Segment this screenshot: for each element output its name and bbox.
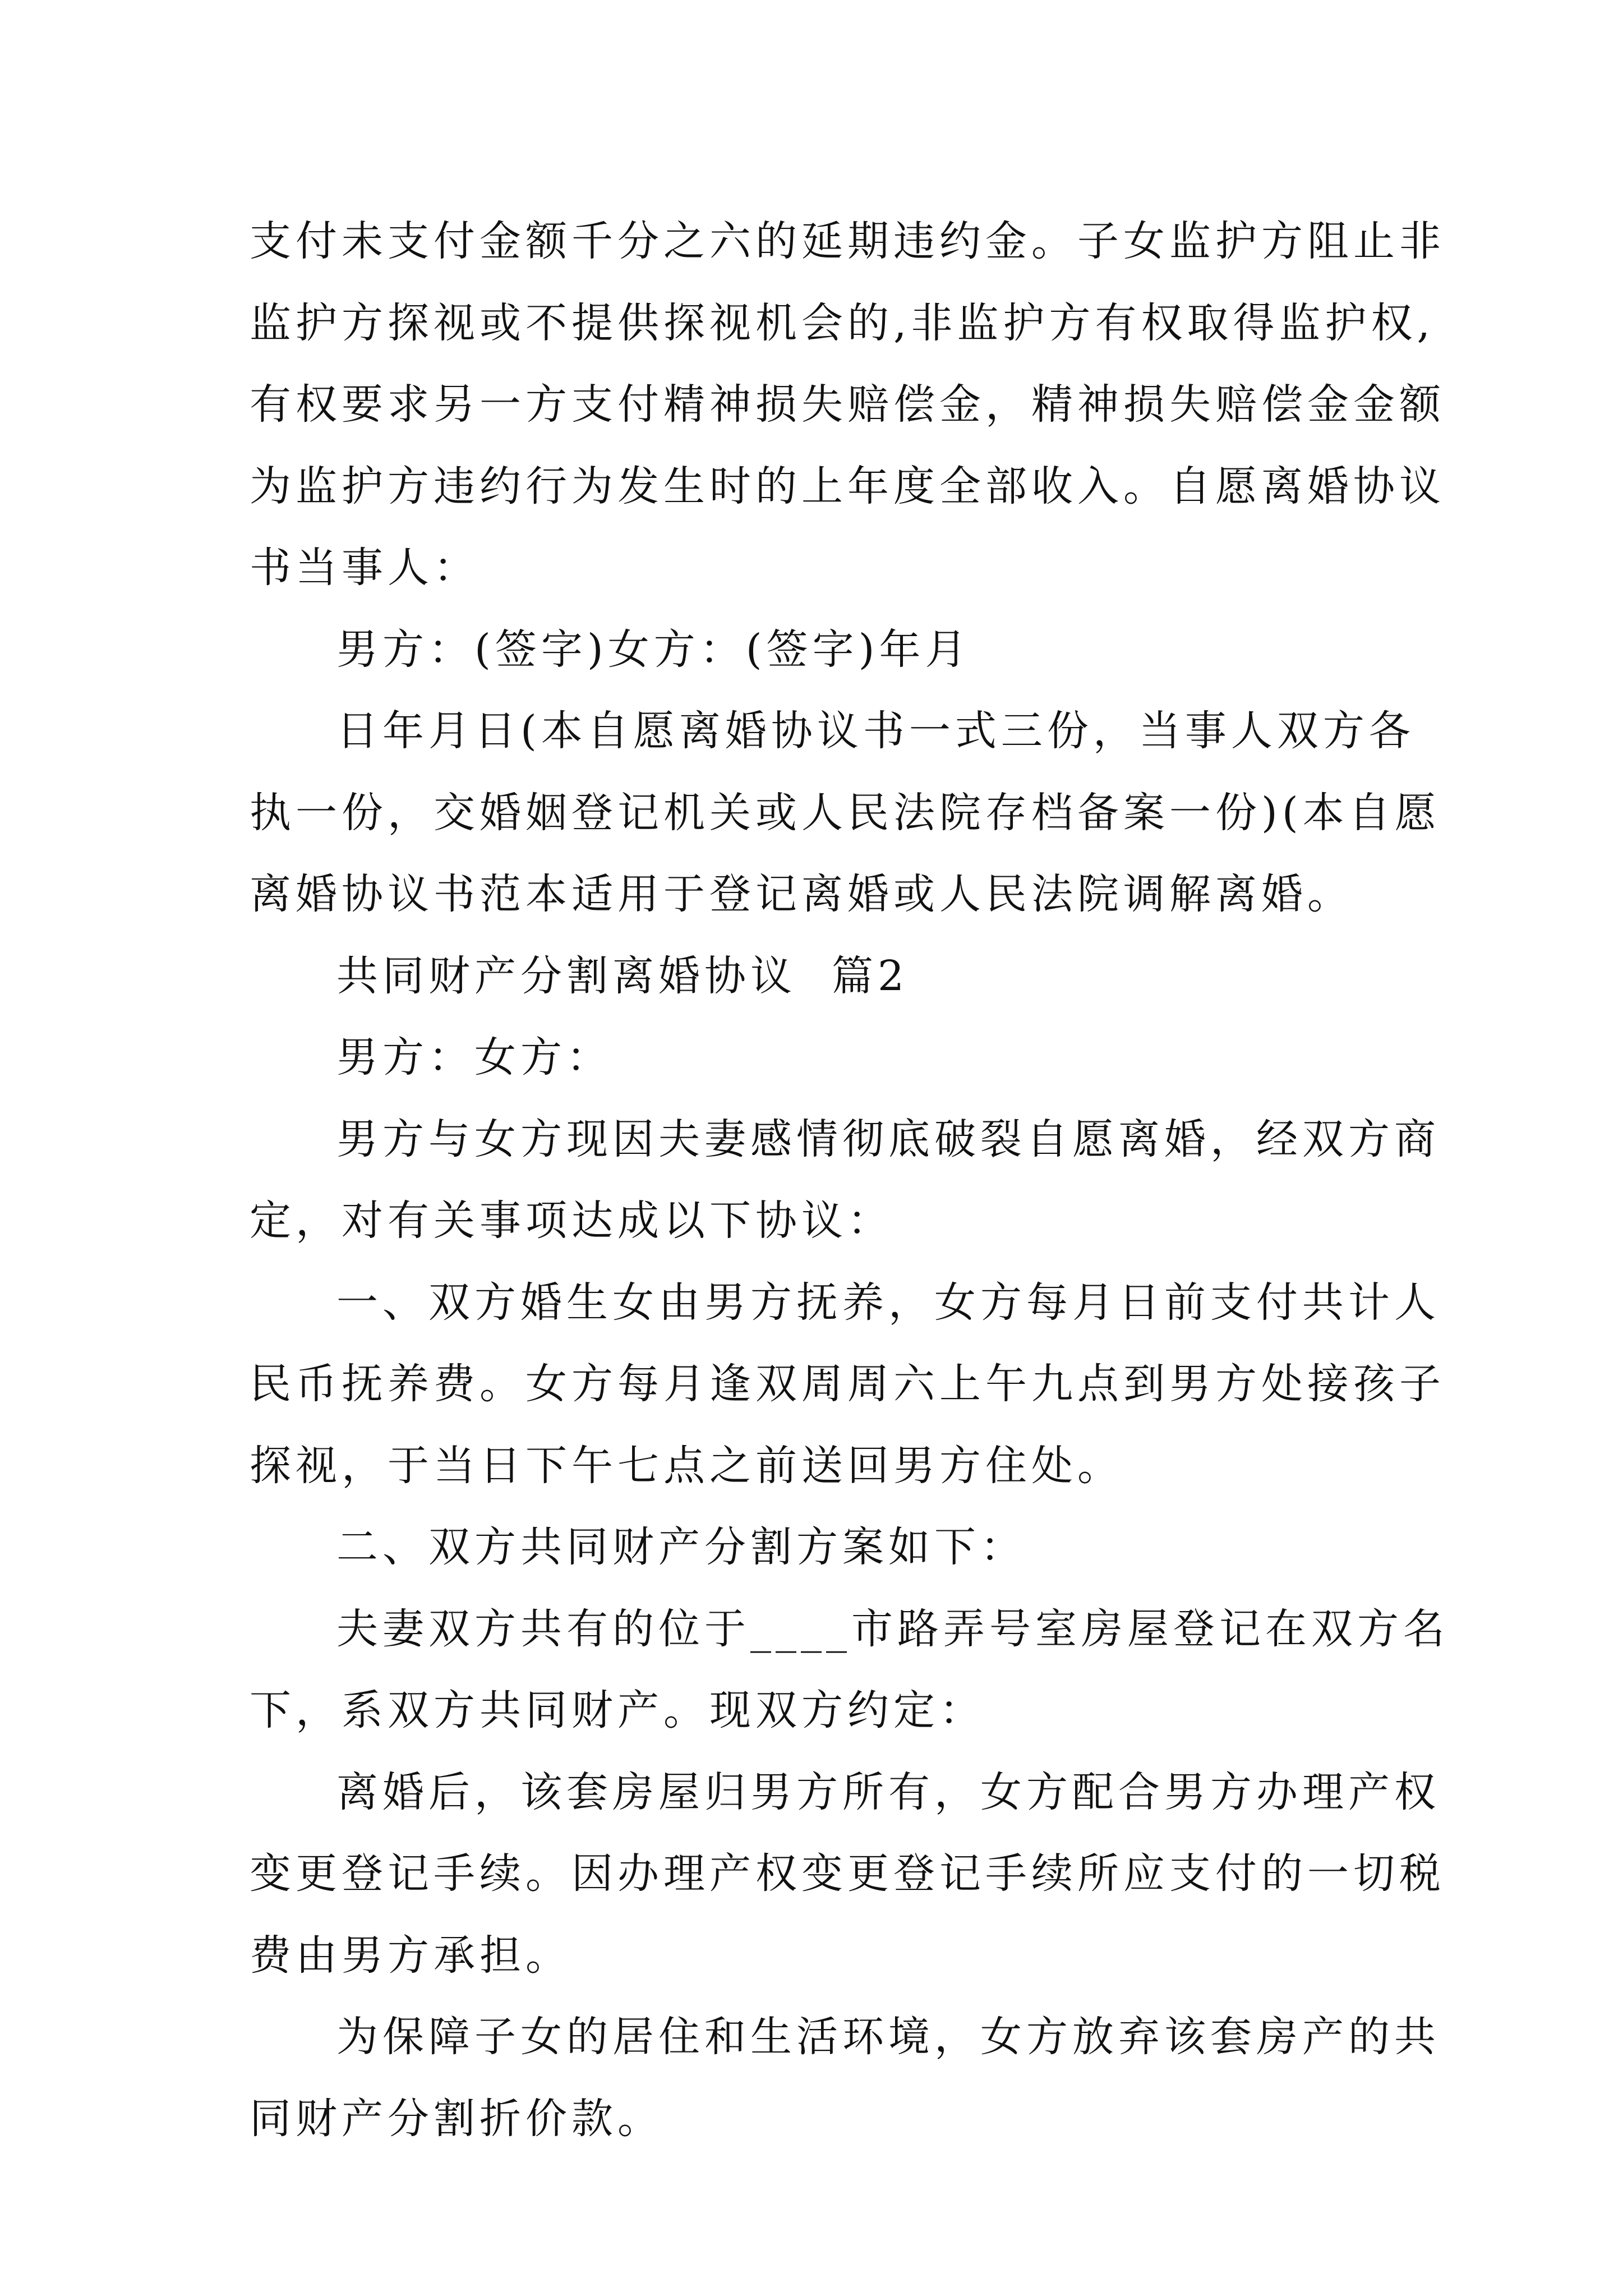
text-line: 监护方探视或不提供探视机会的,非监护方有权取得监护权, — [250, 298, 1435, 347]
text-line: 民币抚养费。女方每月逢双周周六上午九点到男方处接孩子 — [250, 1360, 1445, 1408]
text-line: 为监护方违约行为发生时的上年度全部收入。自愿离婚协议 — [250, 462, 1445, 510]
parties-line: 男方：女方： — [336, 1033, 612, 1082]
text-line: 男方与女方现因夫妻感情彻底破裂自愿离婚，经双方商 — [336, 1115, 1440, 1163]
text-line: 执一份，交婚姻登记机关或人民法院存档备案一份)(本自愿 — [250, 788, 1441, 837]
text-line: 支付未支付金额千分之六的延期违约金。子女监护方阻止非 — [250, 217, 1445, 265]
text-line: 同财产分割折价款。 — [250, 2094, 663, 2143]
text-line: 离婚协议书范本适用于登记离婚或人民法院调解离婚。 — [250, 870, 1353, 918]
text-line: 定，对有关事项达成以下协议： — [250, 1197, 893, 1245]
text-line: 书当事人： — [250, 544, 479, 592]
text-line: 日年月日(本自愿离婚协议书一式三份，当事人双方各 — [336, 707, 1415, 755]
text-line: 费由男方承担。 — [250, 1931, 571, 1980]
text-line: 有权要求另一方支付精神损失赔偿金，精神损失赔偿金金额 — [250, 380, 1445, 429]
document-body — [250, 201, 1449, 2160]
text-line: 探视，于当日下午七点之前送回男方住处。 — [250, 1441, 1123, 1490]
text-line: 下，系双方共同财产。现双方约定： — [250, 1686, 985, 1734]
text-line: 变更登记手续。因办理产权变更登记手续所应支付的一切税 — [250, 1849, 1445, 1898]
text-line: 离婚后，该套房屋归男方所有，女方配合男方办理产权 — [336, 1768, 1440, 1816]
text-line: 夫妻双方共有的位于____市路弄号室房屋登记在双方名 — [336, 1604, 1449, 1653]
text-line: 二、双方共同财产分割方案如下： — [336, 1523, 1026, 1571]
section-heading: 共同财产分割离婚协议 篇2 — [336, 951, 909, 1000]
signature-line: 男方：(签字)女方：(签字)年月 — [336, 625, 971, 674]
text-line: 一、双方婚生女由男方抚养，女方每月日前支付共计人 — [336, 1278, 1440, 1327]
text-line: 为保障子女的居住和生活环境，女方放弃该套房产的共 — [336, 2013, 1440, 2061]
